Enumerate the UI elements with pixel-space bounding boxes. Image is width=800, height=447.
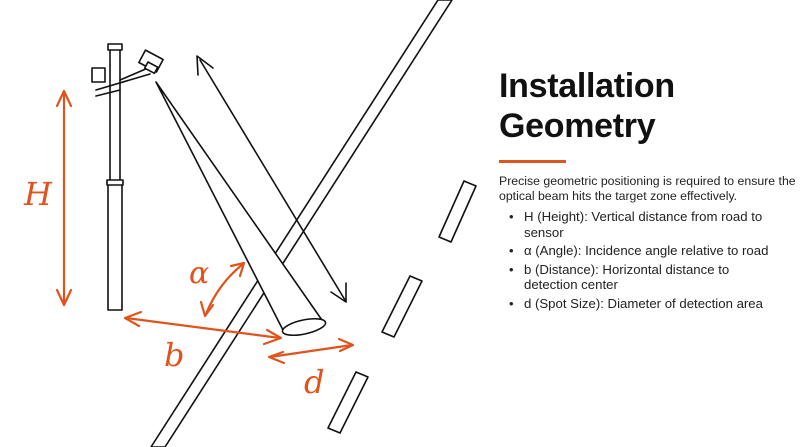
- bullet-icon: •: [509, 261, 514, 277]
- page-title: Installation Geometry: [499, 67, 675, 145]
- list-item-text: α (Angle): Incidence angle relative to road: [524, 243, 769, 258]
- title-accent-bar: [499, 160, 566, 163]
- label-angle: α: [189, 256, 210, 291]
- info-panel: [499, 66, 799, 314]
- parameter-list: [499, 209, 799, 311]
- pole-upper: [110, 48, 120, 183]
- side-mount-box: [92, 68, 105, 82]
- beam-cone: [156, 82, 324, 332]
- range-arrowhead-top: [197, 56, 213, 75]
- spot-arrowhead-left: [269, 352, 284, 363]
- list-item: [509, 209, 774, 240]
- bullet-icon: •: [509, 295, 514, 311]
- distance-arrow-line: [126, 318, 280, 338]
- list-item: [509, 262, 774, 293]
- list-item: [509, 243, 774, 259]
- description-text: Precise geometric positioning is required to ensure the optical beam hits the target zone effectively.: [499, 174, 796, 203]
- list-item: [509, 296, 774, 312]
- label-height: H: [24, 175, 52, 213]
- lane-dash-2: [382, 276, 422, 337]
- lane-dash-1: [439, 181, 476, 242]
- list-item-text: d (Spot Size): Diameter of detection area: [524, 295, 763, 311]
- pole-lower: [108, 182, 122, 310]
- label-distance: b: [164, 336, 185, 374]
- pole-cap: [108, 44, 122, 50]
- road-edge-strip: [151, 0, 452, 447]
- bullet-icon: •: [509, 243, 514, 258]
- label-spot: d: [304, 363, 325, 401]
- list-item-text: H (Height): Vertical distance from road to sensor: [524, 209, 763, 240]
- list-item-text: b (Distance): Horizontal distance to detection center: [524, 261, 730, 292]
- lane-dash-3: [328, 372, 368, 433]
- pole-collar: [107, 180, 123, 185]
- bullet-icon: •: [509, 209, 514, 224]
